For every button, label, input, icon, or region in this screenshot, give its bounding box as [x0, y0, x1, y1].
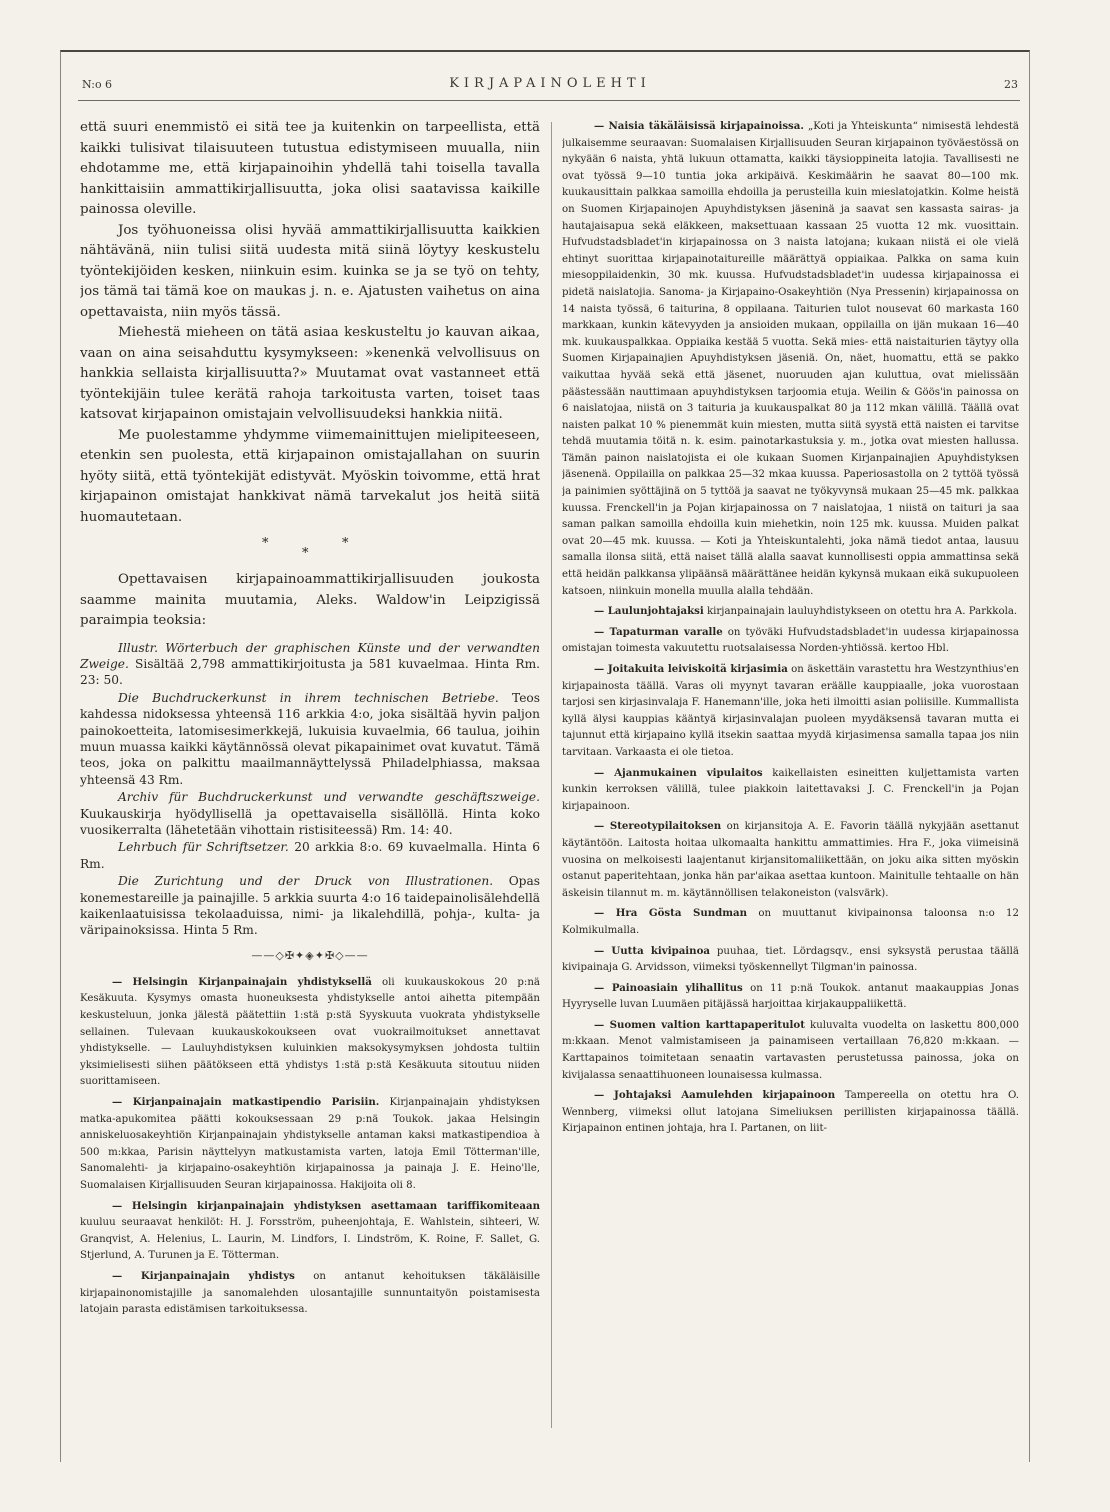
news-headline: — Tapaturman varalle [594, 625, 723, 638]
news-text: „Koti ja Yhteiskunta“ nimisestä lehdestä julkaisemme seuraavan: Suomalaisen Kirjallisuuden Seuran kirjapainon työväestössä on nykyään 6 naista, yhtä lukuun ottamatta, kaikki täysioppineita latojia. Tavallisesti ne ovat työssä 9—10 tuntia joka arkipäivä. Keskimäärin he saavat 80—100 mk. kuukausittain palkkaa samoilla ehdoilla ja perusteilla kuin mieslatojatkin. Kolme heistä on Suomen Kirjapainojen Apuyhdistyksen jäseninä ja saavat sen kassasta sairas- ja hautajaisapua sekä eläkkeen, maksettuaan kassaan 25 vuotta 12 mk. vuosittain. Hufvudstadsbladet'in kirjapainossa on 3 naista latojana; kukaan niistä ei ole vielä ehtinyt suorittaa kirjapainotaitureille määrättyä oppiaikaa. Palkka on sama kuin miesoppilaidenkin, 30 mk. kuussa. Hufvudstadsbladet'in uudessa kirjapainossa ei pidetä naislatojia. Sanoma- ja Kirjapaino-Osakeyhtiön (Nya Pressenin) kirjapainossa on 14 naista työssä, 6 taiturina, 8 oppilaana. Taiturien tulot nousevat 60 markasta 160 markkaan, kunkin kätevyyden ja ansioiden mukaan, oppilailla on ijän mukaan 16—40 mk. kuukauspalkkaa. Oppiaika kestää 5 vuotta. Sekä mies- että naistaiturien täytyy olla Suomen Kirjapainajien Apuyhdistyksen jäseniä. On, näet, huomattu, että se pakko vaikuttaa hyvää sekä että jäsenet, nuoruuden ajan kuluttua, ovat mielissään päästessään nauttimaan apuyhdistyksen tarjoomia etuja. Weilin & Göös'in painossa on 6 naislatojaa, niistä on 3 taituria ja kuukauspalkat 80 ja 112 mkan välillä. Täällä ovat naisten palkat 10 % pienemmät kuin miesten, mutta siitä syystä että naisten ei tarvitse tehdä muutamia töitä n. k. esim. painotarkastuksia y. m., jotka ovat miesten hallussa. Tämän painon naislatojista ei ole kukaan Suomen Kirjanpainajien Apuyhdistyksen jäsenenä. Oppilailla on palkkaa 25—32 mkaa kuussa. Paperiosastolla on 2 tyttöä työssä ja painimien syöttäjinä on 5 tyttöä ja saavat ne työkyvynsä mukaan 25—45 mk. palkkaa kuussa. Frenckell'in ja Pojan kirjapainossa on 7 naislatojaa, 1 niistä on taituri ja saa saman palkan samoilla ehdoilla kuin miehetkin, noin 125 mk. kuussa. Muiden palkat ovat 20—45 mk. kuussa. — Koti ja Yhteiskuntalehti, joka nämä tiedot antaa, lausuu samalla ilonsa siitä, että naiset tällä alalla saavat kunnollisesti oppia ammattinsa sekä että heidän palkkansa ylipäänsä määrättänee heidän kykynsä mukaan eikä sukupuoleen katsoen, niinkuin monella muulla alalla tehdään. [562, 121, 1019, 597]
news-headline: — Uutta kivipainoa [594, 944, 710, 957]
book-entry [80, 789, 540, 838]
asterism-star: * [302, 546, 309, 561]
news-text: on äskettäin varastettu hra Westzynthius'en kirjapainosta täällä. Varas oli myynyt tavaran eräälle kauppiaalle, joka vuorostaan tarjosi sen kirjasinvalaja F. Hanemann'ille, joka heti ilmoitti asian poliisille. Kummallista kyllä älysi kauppias kääntyä kirjasinvalajan puoleen myydäksensä tavaran mutta ei tajunnut että kirjapaino kyllä itsekin saattaa myydä kirjasimensa samalla tapaa jos niin tarvitaan. Varkaasta ei ole tietoa. [562, 664, 1019, 758]
news-text: on työväki Hufvudstadsbladet'in uudessa kirjapainossa omistajan toimesta vakuutettu ruotsalaisessa Norden-yhtiössä. kertoo Hbl. [562, 626, 1019, 655]
article-paragraph: Miehestä mieheen on tätä asiaa keskusteltu jo kauvan aikaa, vaan on aina seisahduttu kysymykseen: »kenenkä velvollisuus on hankkia sellaista kirjallisuutta?» Muutamat ovat vastanneet että työntekijäin tulee kerätä rahoja tarkoitusta varten, toiset taas katsovat kirjapainon omistajain velvollisuudeksi hankkia niitä. [80, 325, 540, 422]
news-headline: — Ajanmukainen vipulaitos [594, 766, 763, 779]
news-headline: — Kirjanpainajain yhdistys [112, 1269, 295, 1282]
asterism-star: * [342, 536, 349, 551]
news-item [80, 1268, 540, 1319]
news-item [562, 905, 1019, 939]
book-description: Teos kahdessa nidoksessa yhteensä 116 arkkia 4:o, joka sisältää hyvin paljon painokoetteita, latomisesimerkkejä, lukuisia kuvaelmia, 66 taulua, joihin muun muassa kaikki käytännössä olevat pikapainimet ovat kuvatut. Tämä teos, joka on palkittu maailmannäyttelyssä Philadelphiassa, maksaa yhteensä 43 Rm. [80, 690, 540, 787]
news-headline: — Laulunjohtajaksi [594, 605, 704, 618]
asterism-star: * [262, 536, 269, 551]
news-text: Tampereella on otettu hra O. Wennberg, viimeksi ollut latojana Simeliuksen perillisten kirjapainossa täällä. Kirjapainon entinen johtaja, hra I. Partanen, on liit- [562, 1090, 1019, 1135]
news-headline: — Joitakuita leiviskoitä kirjasimia [594, 663, 788, 675]
article-paragraph: Me puolestamme yhdymme viimemainittujen mielipiteeseen, etenkin sen puolesta, että kirjapainon omistajallahan on suurin hyöty siitä, että työntekijät edistyvät. Myöskin toivomme, että hrat kirjapainon omistajat hankkivat nämä tarvekalut jos heitä siitä huomautetaan. [80, 427, 540, 525]
news-headline: — Hra Gösta Sundman [594, 907, 748, 920]
article-paragraph: Jos työhuoneissa olisi hyvää ammattikirjallisuutta kaikkien nähtävänä, niin tulisi siitä uudesta mitä siinä löytyy keskustelu työntekijöiden kesken, niinkuin esim. kuinka se ja se työ on tehty, jos tämä tai tämä koe on maukas j. n. e. Ajatusten vaihetus on aina opettavaista, niin myös tässä. [80, 222, 540, 320]
news-item [80, 1094, 540, 1195]
news-text: kirjanpainajain lauluyhdistykseen on otettu hra A. Parkkola. [707, 606, 1018, 618]
news-item [80, 1198, 540, 1265]
book-title: Die Zurichtung und der Druck von Illustrationen. [118, 874, 494, 889]
book-entry [80, 839, 540, 872]
book-entry [80, 690, 540, 788]
book-entry [80, 873, 540, 939]
article-paragraph: että suuri enemmistö ei sitä tee ja kuitenkin on tarpeellista, että kaikki tulisivat tilaisuuteen tutustua edistymiseen muualla, niin ehdotamme me, että kirjapainoihin yhdellä tahi toisella tavalla hankittaisiin ammattikirjallisuutta, joka olisi saatavissa kaikille painossa oleville. [80, 120, 540, 217]
section-ornament: ——◇✠✦◈✦✠◇—— [251, 948, 369, 962]
asterism [80, 528, 540, 570]
news-text: kuuluu seuraavat henkilöt: H. J. Forsström, puheenjohtaja, E. Wahlstein, sihteeri, W. Granqvist, A. Helenius, L. Laurin, M. Lindfors, I. Lindström, K. Roine, F. Sallet, G. Stjerlund, A. Turunen ja E. Tötterman. [80, 1217, 540, 1262]
news-item [562, 1087, 1019, 1138]
news-item [562, 118, 1019, 600]
news-item [562, 603, 1019, 621]
news-text: on antanut kehoituksen täkäläisille kirjapainonomistajille ja sanomalehden ulosantajille sunnuntaityön poistamisesta latojain parasta edistämisen tarkoituksessa. [80, 1270, 540, 1316]
page-number: 23 [1004, 78, 1018, 91]
news-text: kaikellaisten esineitten kuljettamista varten kunkin kerroksen välillä, tulee piakkoin laitettavaksi J. C. Frenckell'in ja Pojan kirjapainoon. [562, 767, 1019, 812]
news-text: Kirjanpainajain yhdistyksen matka-apukomitea päätti kokouksessaan 29 p:nä Toukok. jakaa Helsingin anniskeluosakeyhtiön Kirjanpainajain yhdistykselle antaman kaksi matkastipendioa à 500 m:kkaa, Parisin näyttelyyn matkustamista varten, latoja Emil Tötterman'ille, Sanomalehti- ja kirjapaino-osakeyhtiön kirjapainossa ja painaja J. E. Heino'lle, Suomalaisen Kirjallisuuden Seuran kirjapainossa. Hakijoita oli 8. [80, 1096, 540, 1191]
column-divider [551, 122, 552, 1428]
news-headline: — Painoasiain ylihallitus [594, 981, 743, 994]
news-item [562, 661, 1019, 762]
running-head [82, 76, 1018, 94]
news-text: on 11 p:nä Toukok. antanut maakauppias Jonas Hyyryselle luvan Luumäen pitäjässä harjoittaa kirjakauppaliikettä. [562, 982, 1019, 1011]
news-headline: — Helsingin kirjanpainajain yhdistyksen asettamaan tariffikomiteaan [112, 1199, 540, 1212]
header-rule [78, 100, 1020, 101]
news-text: on muuttanut kivipainonsa taloonsa n:o 12 Kolmikulmalla. [562, 908, 1019, 936]
news-item [562, 980, 1019, 1014]
book-title: Die Buchdruckerkunst in ihrem technischen Betriebe. [118, 690, 499, 705]
news-item [562, 818, 1019, 902]
book-description: Opas konemestareille ja painajille. 5 arkkia suurta 4:o 16 taidepainolisälehdellä kaikenlaatuisissa tekolaaduissa, nimi- ja likalehdillä, pohja-, kulta- ja väripainoksissa. Hinta 5 Rm. [80, 874, 540, 938]
news-item [562, 765, 1019, 816]
news-item [562, 624, 1019, 658]
news-headline: — Suomen valtion karttapaperitulot [594, 1018, 805, 1031]
news-headline: — Naisia täkäläisissä kirjapainoissa. [594, 120, 804, 132]
news-headline: — Stereotypilaitoksen [594, 820, 722, 833]
news-item [80, 974, 540, 1091]
book-title: Archiv für Buchdruckerkunst und verwandte geschäftszweige. [118, 790, 540, 805]
news-text: oli kuukauskokous 20 p:nä Kesäkuuta. Kysymys omasta huoneuksesta yhdistykselle antoi aihetta pitempään keskusteluun, jonka jälestä päätettiin 1:stä p:stä Syyskuuta vuokrata yhdistykselle sellainen. Tulevaan kuukauskokoukseen ovat vuokrailmoitukset annettavat yhdistykselle. — Lauluyhdistyksen kuluinkien maksokysymyksen johdosta tultiin yksimielisesti siihen päätökseen että yhdistys 1:stä p:stä Kesäkuuta sitoutuu niiden suorittamiseen. [80, 976, 540, 1088]
book-description: Kuukauskirja hyödyllisellä ja opettavaisella sisällöllä. Hinta koko vuosikerralta (lähetetään vihottain ristisiteessä) Rm. 14: 40. [80, 806, 540, 837]
journal-title: KIRJAPAINOLEHTI [449, 76, 651, 91]
book-title: Illustr. Wörterbuch der graphischen Künste und der verwandten Zweige. [80, 640, 540, 671]
news-headline: — Johtajaksi Aamulehden kirjapainoon [594, 1089, 836, 1102]
book-entry [80, 640, 540, 689]
news-text: puuhaa, tiet. Lördagsqv., ensi syksystä perustaa täällä kivipainaja G. Arvidsson, viimeksi työskennellyt Tilgman'in painossa. [562, 945, 1019, 974]
issue-number: N:o 6 [82, 78, 113, 91]
news-headline: — Kirjanpainajain matkastipendio Parisiin. [112, 1095, 380, 1108]
news-text: kuluvalta vuodelta on laskettu 800,000 m:kkaan. Menot valmistamiseen ja painamiseen vertaillaan 76,820 m:kkaan. — Karttapainos toimitetaan senaatin vartavasten perustetussa painossa, joka on kivijalassa senaattihuoneen lounaisessa kulmassa. [562, 1019, 1019, 1081]
book-title: Lehrbuch für Schriftsetzer. [118, 840, 289, 855]
right-column [562, 118, 1019, 1433]
left-column [80, 118, 540, 1433]
news-item [562, 1017, 1019, 1084]
article-paragraph: Opettavaisen kirjapainoammattikirjallisuuden joukosta saamme mainita muutamia, Aleks. Waldow'in Leipzigissä paraimpia teoksia: [80, 572, 540, 628]
news-headline: — Helsingin Kirjanpainajain yhdistyksellä [112, 975, 372, 988]
news-item [562, 943, 1019, 977]
book-description: Sisältää 2,798 ammattikirjoitusta ja 581 kuvaelmaa. Hinta Rm. 23: 50. [80, 656, 540, 688]
news-text: on kirjansitoja A. E. Favorin täällä nykyjään asettanut käytäntöön. Laitosta hoitaa ulkomaalta hankittu ammattimies. Hra F., joka viimeisinä vuosina on melkoisesti laajentanut kirjansitomaliikettään, on joku aika sitten myöskin ostanut paperitehtaan, jonka hän par'aikaa asettaa kuntoon. Mainitulle tehtaalle on hän äskeisin tilannut m. m. käytännöllisen telakoneiston (valsvärk). [562, 821, 1019, 899]
book-description: 20 arkkia 8:o. 69 kuvaelmalla. Hinta 6 Rm. [80, 840, 540, 871]
